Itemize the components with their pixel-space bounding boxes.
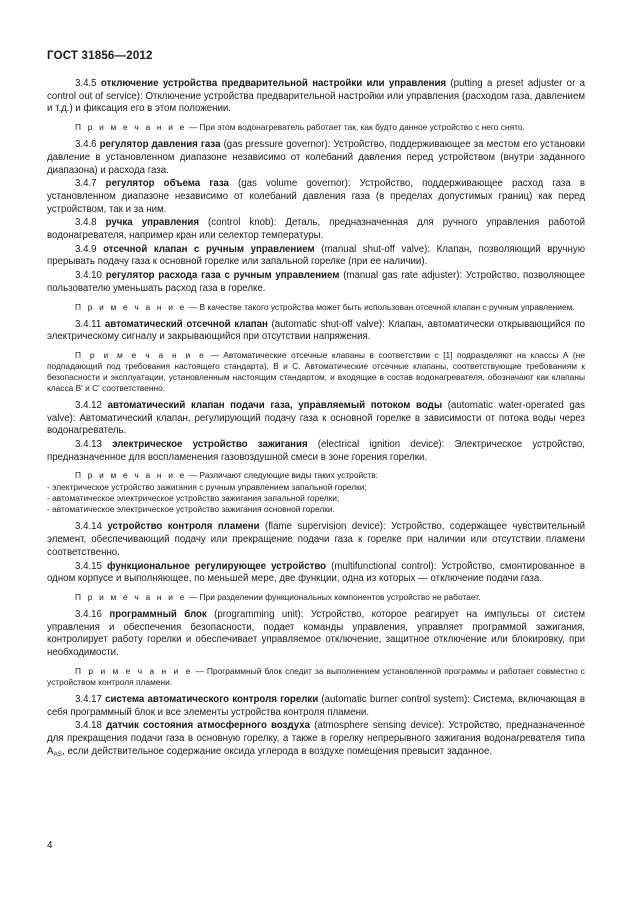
clause-3-4-8 [47,217,585,242]
clause-definition: (automatic burner control system): Система, включающая в себя программный блок и все элементы устройства контроля пламени. [47,693,585,718]
clause-definition: (gas pressure governor): Устройство, поддерживающее за местом его установки давление в установленном диапазоне независимо от колебаний давления перед устройством (внутри заданного диапазона) и расхода газа. [47,139,585,176]
clause-definition: (putting a preset adjuster or a control out of service): Отключение устройства предварительной настройки или управления (расходом газа, давлением и т.д.) и фиксация его в этом положении. [47,78,585,115]
clause-term: датчик состояния атмосферного воздуха [106,720,311,732]
note-3-4-15 [47,592,585,603]
clause-term: регулятор объема газа [105,178,229,190]
clause-3-4-14 [47,521,585,559]
clause-definition: (automatic shut-off valve): Клапан, автоматически открывающийся по электрическому сигналу и закрывающийся при отсутствии напряжения. [47,318,585,343]
clause-definition: (manual gas rate adjuster): Устройство, позволяющее пользователю уменьшать расход газа в горелке. [47,270,585,294]
clause-definition: (automatic water-operated gas valve): Автоматический клапан, регулирующий подачу газа к основной горелке в зависимости от потока воды через водонагреватель. [47,399,585,437]
list-item: - электрическое устройство зажигания с ручным управлением запальной горелки; [47,482,367,493]
clause-3-4-15 [47,561,585,586]
clause-number: 3.4.8 [75,217,97,229]
page-number: 4 [47,840,53,851]
clause-number: 3.4.15 [75,560,102,572]
subscript-as: AS [53,750,63,758]
clause-3-4-9 [47,244,585,269]
clause-3-4-6 [47,139,585,177]
clause-term: функциональное регулирующее устройство [107,560,327,572]
clause-definition: (multifunctional control): Устройство, смонтированное в одном корпусе и выполняющее, по меньшей мере, две функции, одна из которых — отключение подачи газа. [47,560,585,585]
clause-definition: (electrical ignition device): Электрическое устройство, предназначенное для воспламенения газовоздушной смеси в зоне горения горелки. [47,439,585,463]
clause-definition: (gas volume governor): Устройство, поддерживающее расход газа в установленном диапазоне независимо от колебаний давления газа (в пределах допустимых границ) как перед устройством, так и за ним. [47,178,585,215]
clause-number: 3.4.17 [75,693,102,705]
note-3-4-13 [47,470,585,481]
clause-term: программный блок [109,608,207,620]
clause-number: 3.4.5 [75,78,97,89]
clause-term: отсечной клапан с ручным управлением [103,243,315,255]
clause-term: ручка управления [105,217,199,229]
note-label: П р и м е ч а н и е [75,301,187,312]
clause-number: 3.4.10 [75,270,102,282]
clause-definition-cont: , если действительное содержание оксида углерода в воздухе помещения превысит заданное. [62,745,493,757]
clause-term: система автоматического контроля горелки [105,693,319,705]
clause-3-4-18 [47,720,585,758]
clause-term: регулятор давления газа [99,139,221,151]
clause-definition: (atmosphere sensing device): Устройство, предназначенное для прекращения подачи газа в основную горелку, а также в горелку непрерывного зажигания водонагревателя типа А [47,720,585,757]
clause-3-4-7 [47,178,585,216]
document-body [47,78,585,759]
clause-term: регулятор расхода газа с ручным управлением [105,270,340,282]
clause-definition: (programming unit): Устройство, которое реагирует на импульсы от систем управления и обеспечения безопасности, подает команды управления, управляет программой зажигания, контролирует работу горелки и обеспечивает управляемое отключение, защитное отключение или блокировку, при необходимости. [47,608,585,659]
clause-term: автоматический отсечной клапан [104,318,268,330]
clause-3-4-12 [47,400,585,438]
note-text: — Программный блок следит за выполнением установленной программы и работает совместно с устройством контроля пламени. [47,665,585,687]
clause-number: 3.4.13 [75,439,102,451]
note-label: П р и м е ч а н и е [75,591,187,602]
clause-3-4-10 [47,270,585,295]
note-label: П р и м е ч а н и е [75,349,206,360]
note-3-4-11 [47,350,585,394]
clause-number: 3.4.9 [75,243,97,255]
note-text: — При разделении функциональных компонентов устройство не работает. [186,591,481,602]
note-text: — Различают следующие виды таких устройств: [186,470,378,481]
note-3-4-10 [47,302,585,313]
note-3-4-13-list [47,482,585,515]
clause-number: 3.4.6 [75,139,97,151]
note-label: П р и м е ч а н и е [75,470,187,481]
document-code-header: ГОСТ 31856—2012 [47,50,153,62]
clause-3-4-13 [47,439,585,464]
clause-definition: (control knob): Деталь, предназначенная для ручного управления работой водонагревателя, например кран или селектор температуры. [47,217,585,242]
clause-3-4-5 [47,78,585,116]
clause-number: 3.4.7 [75,178,97,190]
note-text: — В качестве такого устройства может быть использован отсечной клапан с ручным управлением. [186,301,575,312]
note-text: — При этом водонагреватель работает так, как будто данное устройство с него снято. [186,122,525,133]
note-3-4-5 [47,122,585,133]
clause-3-4-17 [47,694,585,719]
clause-3-4-11 [47,319,585,344]
clause-number: 3.4.18 [75,720,102,732]
clause-term: отключение устройства предварительной настройки или управления [100,78,447,89]
note-label: П р и м е ч а н и е [75,665,193,676]
clause-definition: (manual shut-off valve): Клапан, позволяющий вручную прерывать подачу газа к основной горелке или запальной горелке (при ее наличии). [47,243,585,268]
list-item: - автоматическое электрическое устройство зажигания основной горелки. [47,504,335,515]
clause-number: 3.4.14 [75,521,102,533]
clause-3-4-16 [47,609,585,660]
note-label: П р и м е ч а н и е [75,122,187,133]
clause-definition: (flame supervision device): Устройство, содержащее чувствительный элемент, обеспечивающий подачу или прекращение подачи газа к горелке при наличии или отсутствии пламени соответственно. [47,521,586,558]
clause-number: 3.4.11 [75,318,102,330]
list-item: - автоматическое электрическое устройство зажигания запальной горелки; [47,493,340,504]
note-3-4-16 [47,666,585,688]
note-text: — Автоматические отсечные клапаны в соответствии с [1] подразделяют на классы А (не подпадающий под требования настоящего стандарта), В и С. Автоматические отсечные клапаны, соответствующие требованиям к безопасности и эксплуатации, установленным настоящим стандартом, и входящие в состав водонагревателя, обозначают как клапаны класса В' и С' соответственно. [47,349,585,393]
clause-term: электрическое устройство зажигания [112,439,308,451]
clause-number: 3.4.12 [75,399,102,411]
clause-number: 3.4.16 [75,608,102,620]
clause-term: автоматический клапан подачи газа, управляемый потоком воды [107,399,443,411]
clause-term: устройство контроля пламени [107,521,260,533]
